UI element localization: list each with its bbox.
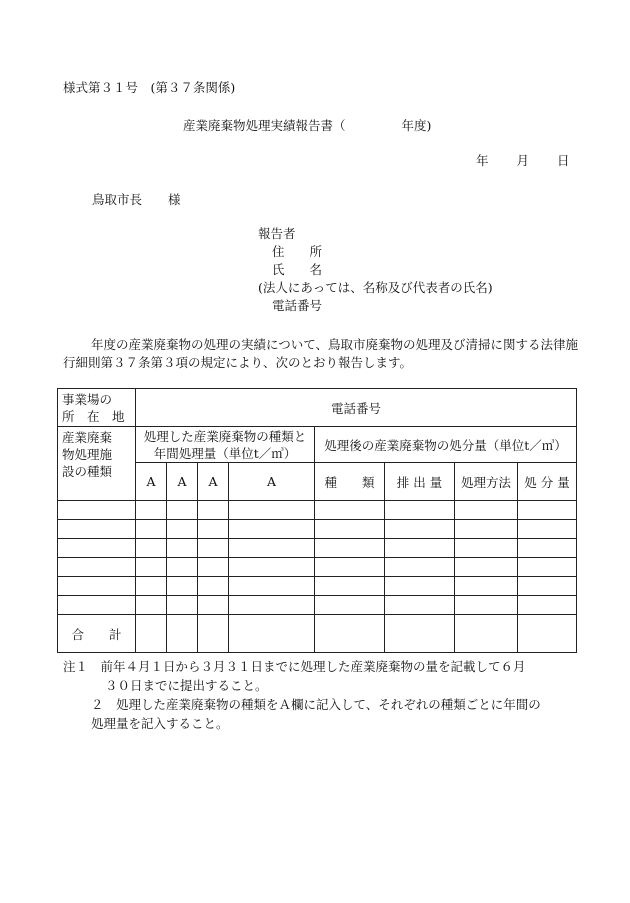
note-2-line-2: 処理量を記入すること。 [91,716,229,731]
form-number: 様式第３１号 (第３７条関係) [63,80,236,95]
date-line [476,151,570,169]
after-treatment-header: 処理後の産業廃棄物の処分量（単位t／㎥） [315,427,577,463]
a-column-4: A [229,463,315,501]
site-location-label: 事業場の 所 在 地 [58,389,136,427]
date-month: 月 [516,153,530,168]
total-label: 合 計 [58,615,136,653]
treated-waste-header: 処理した産業廃棄物の種類と 年間処理量（単位t／㎥） [136,427,315,463]
addressee [92,190,181,208]
reporter-phone-label: 電話番号 [272,298,323,313]
addressee-name: 鳥取市長 [92,192,143,207]
a-column-3: A [198,463,229,501]
notes-section [63,657,541,733]
table-row [58,577,577,596]
a-column-1: A [136,463,167,501]
document-title [183,116,431,134]
reporter-name-label: 氏 名 [272,262,323,277]
table-row [58,596,577,615]
date-year: 年 [476,153,489,168]
kind-column: 種 類 [315,463,385,501]
table-row [58,501,577,520]
report-table [57,388,577,653]
total-row [58,615,577,653]
table-row [58,520,577,539]
note-1-line-1: 注１ 前年４月１日から３月３１日までに処理した産業廃棄物の量を記載して６月 [63,659,526,674]
title-suffix: 年度) [401,118,432,133]
report-body-text: 年度の産業廃棄物の処理の実績について、鳥取市廃棄物の処理及び清掃に関する法律施行細則第３７条第３項の規定により、次のとおり報告します。 [63,337,579,370]
site-location-cell [136,389,577,427]
note-1-line-2: ３０日までに提出すること。 [105,678,268,693]
note-2-line-1: ２ 処理した産業廃棄物の種類をＡ欄に記入して、それぞれの種類ごとに年間の [91,697,541,712]
facility-type-label: 産業廃棄 物処理施 設の種類 [58,427,136,501]
a-column-2: A [167,463,198,501]
reporter-address-label: 住 所 [272,244,323,259]
method-column: 処理方法 [455,463,518,501]
emission-column: 排 出 量 [385,463,455,501]
disposal-column: 処 分 量 [518,463,577,501]
title-text: 産業廃棄物処理実績報告書（ [183,118,346,133]
table-row [58,558,577,577]
site-phone-label: 電話番号 [331,400,382,416]
addressee-honorific: 様 [168,192,181,207]
reporter-label: 報告者 [258,226,296,241]
reporter-note: (法人にあっては、名称及び代表者の氏名) [258,280,493,295]
reporter-block [258,225,493,315]
table-row [58,539,577,558]
date-day: 日 [557,153,570,168]
